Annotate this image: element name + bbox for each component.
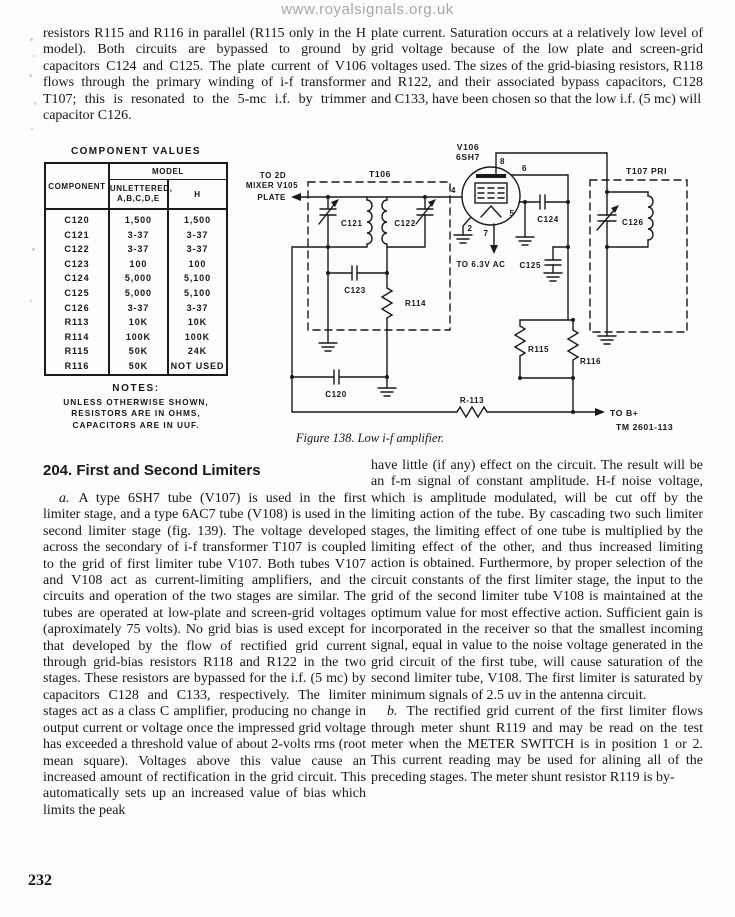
r114-resistor: [382, 288, 392, 318]
v106-grid-dashes: [478, 188, 504, 198]
paragraph-b-lead: b.: [387, 704, 398, 720]
label-c121: C121: [341, 219, 363, 228]
table-row: R115 50K 24K: [45, 344, 227, 359]
label-c125: C125: [519, 261, 541, 270]
circuit-diagram-low-if-amplifier: [228, 140, 735, 437]
intro-paragraph-right: plate current. Saturation occurs at a relatively low level of grid voltage because of the low plate and screen-grid voltages used. The sizes of the grid-biasing resistors, R118 and R122, and their associated bypass capacitors, C128 and C133, have been chosen so that the low i.f. (5 mc) will: [371, 26, 703, 107]
component-values-table: [44, 162, 228, 376]
label-pin-5: 5: [509, 209, 515, 218]
label-to-mixer-line2: MIXER V105: [245, 181, 299, 190]
body-column-left: [43, 491, 366, 819]
label-r116: R116: [580, 357, 602, 366]
ground-symbol: [378, 388, 396, 396]
table-row: C125 5,000 5,100: [45, 286, 227, 301]
table-row: R114 100K 100K: [45, 330, 227, 345]
intro-paragraph-left: resistors R115 and R116 in parallel (R115 only in the H model). Both circuits are bypassed to ground by capacitors C124 and C125. The plate current of V106 flows through the primary winding of i-f transformer T107; this is resonated to the 5-mc i.f. by trimmer capacitor C126.: [43, 26, 366, 124]
r113-resistor: [457, 407, 487, 417]
label-pin-6: 6: [522, 164, 528, 173]
t107-dashed-box: [590, 180, 687, 332]
label-c126: C126: [622, 218, 644, 227]
label-t106: T106: [369, 169, 391, 179]
paragraph-a-continued: have little (if any) effect on the circuit. The result will be an f-m signal of constant amplitude. H-f noise voltage, which is amplitude modulated, will be cut off by the limiting action of the tube. By cascading two such limiter stages, the limiting effect of one tube is multiplied by the limiting effect of the other, and thus increased limiting action is obtained. Furthermore, by proper selection of the circuit constants of the first limiter stage, the input to the grid of the second limiter tube V108 is maintained at the optimum value for most effective action. Sufficient gain is incorporated in the receiver so that the smallest incoming signal, equal in value to the noise voltage generated in the grid circuit of the first tube, will cause saturation of the second limiter tube, V108. The first limiter is saturated by minimum signals of 2.5 uv in the antenna circuit.: [371, 458, 703, 703]
watermark-url: www.royalsignals.org.uk: [281, 1, 454, 18]
column-header-component: COMPONENT: [45, 163, 109, 209]
column-header-unlettered: UNLETTERED, A,B,C,D,E: [109, 180, 168, 210]
label-to-63v-ac: TO 6.3V AC: [456, 260, 506, 269]
label-to-mixer-line3: PLATE: [257, 193, 286, 202]
ground-symbol: [544, 273, 562, 281]
heater-arrow: [490, 245, 498, 254]
t106-dashed-box: [308, 182, 450, 330]
table-row: C121 3-37 3-37: [45, 228, 227, 243]
figure-caption: Figure 138. Low i-f amplifier.: [295, 431, 445, 445]
paragraph-a: a. A type 6SH7 tube (V107) is used in the first limiter stage, and a type 6AC7 tube (V108) is used in the second limiter stage (fig. 139). The voltage developed across the secondary of i-f transformer T107 is coupled to the grid of first limiter tube V107. Both tubes V107 and V108 act as current-limiting amplifiers, and the circuits and operation of the two stages are similar. The tubes are operated at low-plate and screen-grid voltages (aproximately 75 volts). No grid bias is used except for that developed by the flow of rectified grid current through grid-bias resistors R118 and R122 in the two stages. These resistors are bypassed for the i.f. (5 mc) by capacitors C128 and C133, respectively. The limiter stages act as a class C amplifier, producing no change in output current or voltage once the impressed grid voltage has exceeded a threshold value of about 2-volts rms (root mean square). Voltages above this value cause an increased amount of rectification in the grid circuit. This automatically sets up an increased value of bias which limits the peak: [43, 491, 366, 818]
column-header-h: H: [168, 180, 227, 210]
table-notes: NOTES: UNLESS OTHERWISE SHOWN, RESISTORS ARE IN OHMS, CAPACITORS ARE IN UUF.: [44, 383, 228, 432]
label-tm-number: TM 2601-113: [616, 422, 674, 432]
component-values-block: [44, 146, 228, 431]
table-row: C124 5,000 5,100: [45, 271, 227, 286]
t106-primary-coil: [367, 197, 372, 247]
label-r115: R115: [528, 345, 550, 354]
label-c124: C124: [537, 215, 559, 224]
ground-symbol: [598, 336, 616, 344]
section-heading: 204. First and Second Limiters: [43, 462, 261, 479]
label-pin-4: 4: [450, 186, 456, 195]
label-r113: R-113: [459, 396, 485, 405]
label-v106-type: 6SH7: [456, 152, 480, 162]
table-row: R113 10K 10K: [45, 315, 227, 330]
t107-primary-coil: [648, 192, 653, 247]
table-row: R116 50K NOT USED: [45, 359, 227, 375]
v106-plate: [476, 174, 506, 178]
label-pin-7: 7: [483, 229, 489, 238]
label-t107-pri: T107 PRI: [626, 166, 668, 176]
label-c120: C120: [325, 390, 347, 399]
v106-cathode: [481, 206, 501, 217]
ground-symbol: [516, 237, 534, 245]
table-title: COMPONENT VALUES: [71, 146, 201, 157]
b-plus-arrow: [595, 408, 605, 416]
notes-title: NOTES:: [112, 382, 160, 394]
ground-symbol: [319, 343, 337, 351]
body-column-right: [371, 458, 703, 786]
paragraph-a-lead: a.: [59, 491, 70, 506]
table-row: C126 3-37 3-37: [45, 301, 227, 316]
r116-resistor: [568, 330, 578, 360]
table-row: C123 100 100: [45, 257, 227, 272]
label-to-b-plus: TO B+: [610, 408, 639, 418]
label-c122: C122: [394, 219, 416, 228]
label-r114: R114: [405, 299, 427, 308]
label-v106: V106: [456, 142, 480, 152]
t106-secondary-coil: [382, 197, 387, 247]
paragraph-b: b. The rectified grid current of the first limiter flows through meter shunt R119 and may be read on the test meter when the METER SWITCH is in position 1 or 2. This current reading may be used for alining all of the preceding stages. The meter shunt resistor R119 is by-: [371, 704, 703, 785]
label-pin-8: 8: [500, 157, 506, 166]
column-header-model: MODEL: [109, 163, 227, 180]
label-c123: C123: [344, 286, 366, 295]
table-row: C120 1,500 1,500: [45, 209, 227, 228]
r115-resistor: [515, 326, 525, 356]
ground-symbol: [454, 235, 472, 243]
label-pin-2: 2: [467, 224, 473, 233]
page-number: 232: [28, 872, 52, 889]
table-row: C122 3-37 3-37: [45, 242, 227, 257]
label-to-mixer-line1: TO 2D: [259, 171, 287, 180]
